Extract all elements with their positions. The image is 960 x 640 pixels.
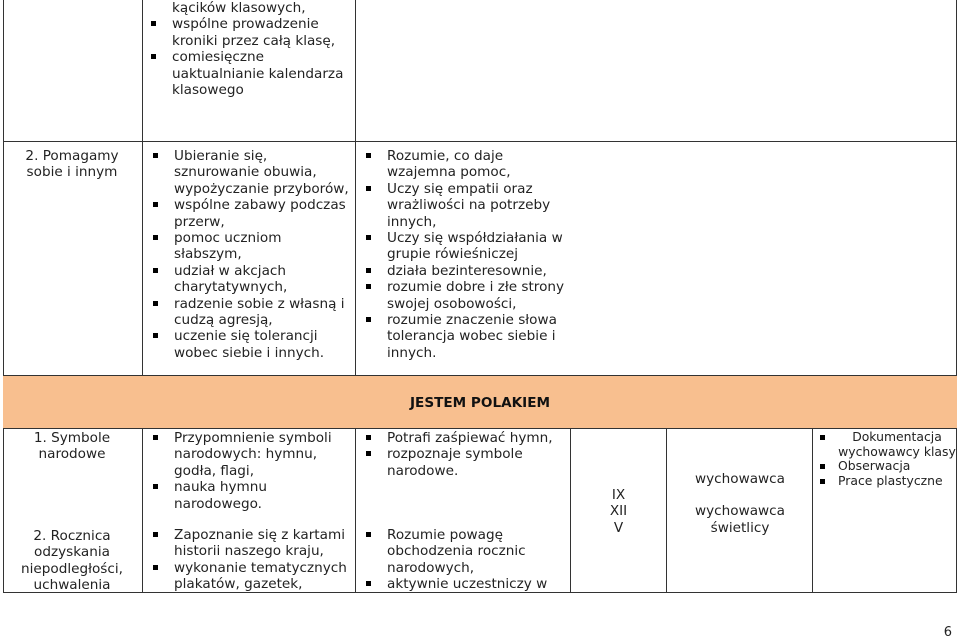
list-item	[358, 263, 568, 279]
list-item	[358, 430, 568, 446]
list-item-text: działa bezinteresownie,	[387, 262, 547, 279]
row3-outcomes-2	[358, 527, 568, 593]
topic-text: 2. Pomagamy sobie i innym	[25, 148, 119, 181]
list-item-text: aktywnie uczestniczy w	[387, 576, 548, 593]
responsible-person: wychowawca	[695, 471, 785, 487]
row3-topic-1	[8, 430, 136, 463]
list-item-text: Przypomnienie symboli narodowych: hymnu, godła, flagi,	[174, 430, 332, 479]
table-row-divider-1	[3, 141, 957, 142]
list-item	[145, 430, 353, 479]
list-item	[358, 148, 568, 181]
list-item-text: Zapoznanie się z kartami historii naszego kraju,	[174, 527, 345, 560]
list-item	[358, 446, 568, 479]
list-item	[358, 279, 568, 312]
row3-activities-list-2	[145, 527, 353, 593]
topic-text: 1. Symbole narodowe	[33, 430, 111, 463]
list-item-text: rozpoznaje symbole narodowe.	[387, 446, 523, 479]
table-border-col2-lower	[355, 428, 356, 593]
row3-activities-list-1	[145, 430, 353, 512]
page-number: 6	[943, 625, 952, 640]
table-border-col5	[812, 428, 813, 593]
table-row-divider-3	[3, 428, 957, 429]
list-item-text: pomoc uczniom słabszym,	[174, 230, 282, 263]
month-label: IX	[611, 487, 626, 503]
table-border-col2	[355, 0, 356, 376]
row3-months	[571, 487, 666, 536]
list-item-text: rozumie znaczenie słowa tolerancja wobec siebie i innych.	[387, 312, 557, 361]
list-item	[145, 527, 353, 560]
list-item	[358, 181, 568, 230]
list-item	[358, 312, 568, 361]
list-item-text: Obserwacja	[838, 458, 911, 474]
list-item	[814, 474, 956, 489]
list-item	[145, 479, 353, 512]
table-border-right	[956, 0, 957, 593]
list-item-text: Uczy się empatii oraz wrażliwości na potrzeby innych,	[387, 180, 551, 230]
list-item	[143, 16, 353, 49]
list-item	[358, 230, 568, 263]
row2-topic	[8, 148, 136, 181]
list-item	[358, 576, 568, 592]
list-item	[814, 430, 956, 459]
row3-outcomes-list-1	[358, 430, 568, 479]
row3-activities-2	[145, 527, 353, 593]
row3-responsible	[670, 471, 810, 536]
row3-topic-2	[8, 528, 136, 594]
list-item-text: Prace plastyczne	[838, 472, 943, 488]
list-item	[145, 263, 353, 296]
list-item	[358, 527, 568, 576]
row2-activities-list	[145, 148, 353, 361]
list-item-text: wspólne prowadzenie kroniki przez całą klasę,	[172, 16, 336, 49]
row3-outcomes-list-2	[358, 527, 568, 593]
row2-activities	[145, 148, 353, 361]
list-item	[145, 296, 353, 329]
list-item	[145, 230, 353, 263]
list-item-text: Rozumie, co daje wzajemna pomoc,	[387, 148, 511, 181]
list-item	[143, 49, 353, 98]
list-item-text: radzenie sobie z własną i cudzą agresją,	[174, 295, 345, 329]
topic-text: 2. Rocznica odzyskania niepodległości, uchwalenia	[21, 528, 123, 594]
list-item-text: udział w akcjach charytatywnych,	[174, 262, 288, 296]
section-title: JESTEM POLAKIEM	[409, 395, 551, 411]
table-border-col1-lower	[142, 428, 143, 593]
responsible-person: wychowawca świetlicy	[695, 503, 785, 536]
list-item-text: rozumie dobre i złe strony swojej osobowości,	[387, 279, 565, 312]
list-item-text: Ubieranie się, sznurowanie obuwia, wypożyczanie przyborów,	[174, 148, 349, 197]
section-header-band	[3, 376, 957, 428]
row3-documentation	[814, 430, 956, 488]
list-item-text: uczenie się tolerancji wobec siebie i innych.	[174, 328, 325, 361]
list-item-text: nauka hymnu narodowego.	[174, 479, 267, 512]
list-item-text: Potrafi zaśpiewać hymn,	[387, 430, 553, 446]
table-border-col4	[666, 428, 667, 593]
table-border-left	[3, 0, 4, 593]
documentation-list	[814, 430, 956, 488]
list-item	[143, 0, 353, 16]
list-item-text: Uczy się współdziałania w grupie rówieśniczej	[387, 230, 563, 263]
list-item-text: Dokumentacja wychowawcy klasy	[838, 429, 956, 459]
list-item-text: comiesięczne uaktualnianie kalendarza klasowego	[172, 49, 344, 99]
list-item-text: kącików klasowych,	[172, 0, 306, 16]
list-item	[814, 459, 956, 474]
list-item-text: wykonanie tematycznych plakatów, gazetek,	[174, 559, 347, 593]
row3-outcomes-1	[358, 430, 568, 479]
month-label: V	[613, 519, 624, 536]
month-label: XII	[609, 503, 628, 520]
row2-outcomes-list	[358, 148, 568, 361]
list-item	[145, 148, 353, 197]
list-item	[145, 328, 353, 361]
row3-activities-1	[145, 430, 353, 512]
row2-outcomes	[358, 148, 568, 361]
list-item-text: Rozumie powagę obchodzenia rocznic narodowych,	[387, 527, 526, 576]
list-item-text: wspólne zabawy podczas przerw,	[174, 197, 346, 230]
top-row-list	[143, 0, 353, 98]
list-item	[145, 560, 353, 593]
list-item	[145, 197, 353, 230]
top-row-activities	[143, 0, 353, 98]
